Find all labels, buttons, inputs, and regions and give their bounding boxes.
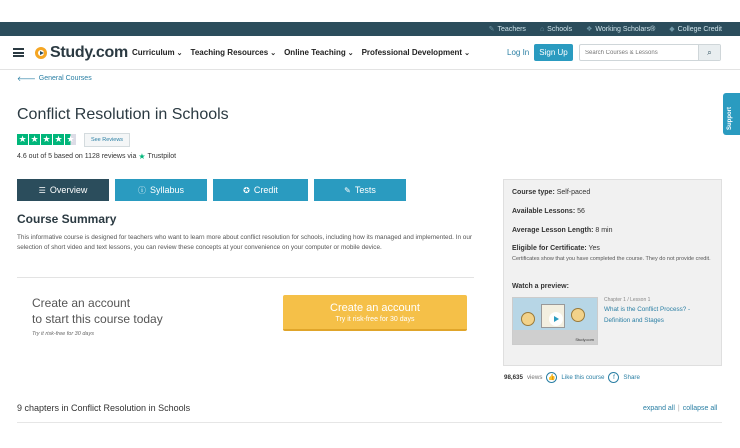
preview-video-thumbnail[interactable]: [512, 297, 598, 345]
certificate-value: Yes: [588, 245, 600, 252]
course-summary-text: This informative course is designed for teachers who want to learn more about conflict resolution for schools, including how its managed and implemented. In our selection of short video and text lessons, you can review these concepts at your convenience on your computer or mobile device.: [17, 234, 473, 252]
trustpilot-star-icon: ★: [138, 152, 146, 161]
thumbnail-character: [521, 312, 535, 326]
utility-link-label: Teachers: [497, 25, 526, 33]
utility-link-working-scholars[interactable]: [586, 25, 655, 33]
trustpilot-stars: [17, 134, 76, 145]
divider: [17, 422, 722, 423]
views-label: views: [526, 374, 543, 381]
course-stats: [504, 372, 640, 383]
lesson-length-row: [512, 227, 613, 234]
tab-tests[interactable]: [314, 179, 406, 201]
login-link[interactable]: Log In: [507, 48, 530, 57]
tab-label: Tests: [354, 185, 376, 195]
main-navigation: [0, 36, 740, 70]
half-star-icon: ★: [66, 134, 75, 144]
thumbnail-character: [571, 308, 585, 322]
rating-summary: [17, 152, 176, 161]
utility-link-label: College Credit: [677, 25, 722, 33]
expand-collapse-controls: [643, 405, 717, 412]
preview-lesson-link[interactable]: What is the Conflict Process? - Definition and Stages: [604, 306, 691, 324]
menu-item-label: Teaching Resources: [190, 48, 269, 57]
tab-label: Overview: [49, 185, 88, 195]
course-summary-heading: Course Summary: [17, 212, 117, 226]
tab-syllabus[interactable]: [115, 179, 207, 201]
search-icon: ⌕: [707, 47, 712, 57]
facebook-icon[interactable]: f: [608, 372, 619, 383]
utility-link-label: Working Scholars®: [595, 25, 656, 33]
search-button[interactable]: [698, 45, 720, 60]
search-box: [579, 44, 721, 61]
play-icon[interactable]: [549, 312, 563, 326]
chevron-down-icon: ⌄: [347, 49, 354, 57]
expand-all-link[interactable]: expand all: [643, 405, 675, 412]
course-type-row: [512, 189, 590, 196]
chapters-heading: 9 chapters in Conflict Resolution in Schools: [17, 403, 191, 413]
lesson-tag: Chapter 1 / Lesson 1: [604, 297, 651, 303]
support-tab[interactable]: [723, 93, 740, 135]
info-icon: ⓘ: [137, 185, 146, 195]
like-course-link[interactable]: Like this course: [561, 374, 605, 381]
utility-bar: [0, 22, 740, 36]
menu-item-label: Professional Development: [361, 48, 463, 57]
course-tabs: [17, 179, 406, 201]
thumbnail-brand: Study.com: [575, 337, 594, 342]
page-title: Conflict Resolution in Schools: [17, 106, 229, 123]
cta-heading-line: Create an account: [32, 296, 131, 310]
graduation-cap-icon: ◆: [669, 26, 675, 33]
separator: |: [677, 405, 680, 412]
create-account-button-title: Create an account: [330, 301, 420, 314]
chevron-down-icon: ⌄: [176, 49, 183, 57]
tab-credit[interactable]: [213, 179, 308, 201]
chevron-down-icon: ⌄: [270, 49, 277, 57]
lessons-value: 56: [577, 208, 585, 215]
arrow-left-icon: 🡐: [17, 76, 36, 83]
hamburger-menu-icon[interactable]: [13, 48, 24, 57]
chevron-down-icon: ⌄: [464, 49, 470, 57]
logo-text: Study.com: [50, 44, 128, 61]
collapse-all-link[interactable]: collapse all: [682, 405, 718, 412]
utility-link-schools[interactable]: [540, 26, 572, 33]
menu-item-label: Curriculum: [132, 48, 175, 57]
breadcrumb[interactable]: [17, 74, 92, 83]
briefcase-icon: ❖: [586, 26, 593, 33]
cta-heading: [32, 295, 163, 327]
support-label: Support: [727, 107, 733, 130]
course-type-label: Course type:: [512, 189, 555, 196]
create-account-button-sub: Try it risk-free for 30 days: [335, 315, 415, 323]
certificate-note: Certificates show that you have completed the course. They do not provide credit.: [512, 256, 711, 262]
list-icon: ☰: [38, 185, 46, 195]
see-reviews-button[interactable]: See Reviews: [84, 133, 130, 147]
menu-item-online-teaching[interactable]: [284, 48, 354, 57]
medal-icon: ✪: [243, 185, 250, 195]
school-icon: ⌂: [539, 25, 545, 33]
lesson-length-label: Average Lesson Length:: [512, 227, 594, 234]
cta-heading-line: to start this course today: [32, 312, 163, 326]
watch-preview-label: Watch a preview:: [512, 283, 569, 290]
certificate-label: Eligible for Certificate:: [512, 245, 587, 252]
logo-play-icon: [35, 47, 47, 59]
menu-item-curriculum[interactable]: [132, 48, 183, 57]
top-strip: [0, 0, 740, 22]
utility-link-label: Schools: [547, 25, 573, 33]
create-account-button[interactable]: [283, 295, 467, 331]
share-link[interactable]: Share: [623, 374, 640, 381]
course-type-value: Self-paced: [556, 189, 591, 196]
breadcrumb-label: General Courses: [38, 75, 92, 82]
star-icon: ★: [18, 134, 27, 144]
menu-item-label: Online Teaching: [284, 48, 346, 57]
rating-text: 4.6 out of 5 based on 1128 reviews via: [17, 153, 137, 160]
views-count: 98,635: [504, 374, 523, 381]
teacher-icon: ✎: [488, 26, 495, 33]
lessons-label: Available Lessons:: [512, 208, 576, 215]
course-info-panel: [503, 179, 722, 366]
star-icon: ★: [42, 134, 51, 144]
site-logo[interactable]: [35, 44, 128, 62]
menu-item-teaching-resources[interactable]: [191, 48, 277, 57]
main-menu: [132, 48, 470, 57]
divider: [17, 277, 474, 278]
star-icon: ★: [54, 134, 63, 144]
utility-link-college-credit[interactable]: [669, 25, 722, 33]
tab-label: Credit: [253, 185, 278, 195]
tab-overview[interactable]: [17, 179, 109, 201]
menu-item-professional-development[interactable]: [362, 48, 470, 57]
utility-link-teachers[interactable]: [489, 25, 526, 33]
lessons-row: [512, 208, 585, 215]
certificate-row: [512, 245, 600, 252]
search-input[interactable]: [580, 45, 698, 60]
tab-label: Syllabus: [149, 185, 185, 195]
lesson-length-value: 8 min: [595, 227, 613, 234]
star-icon: ★: [30, 134, 39, 144]
cta-subtext: Try it risk-free for 30 days: [32, 331, 94, 337]
thumbs-up-icon[interactable]: 👍: [546, 372, 557, 383]
pencil-icon: ✎: [344, 185, 351, 195]
rating-source[interactable]: Trustpilot: [147, 153, 177, 160]
signup-button[interactable]: Sign Up: [534, 44, 573, 61]
